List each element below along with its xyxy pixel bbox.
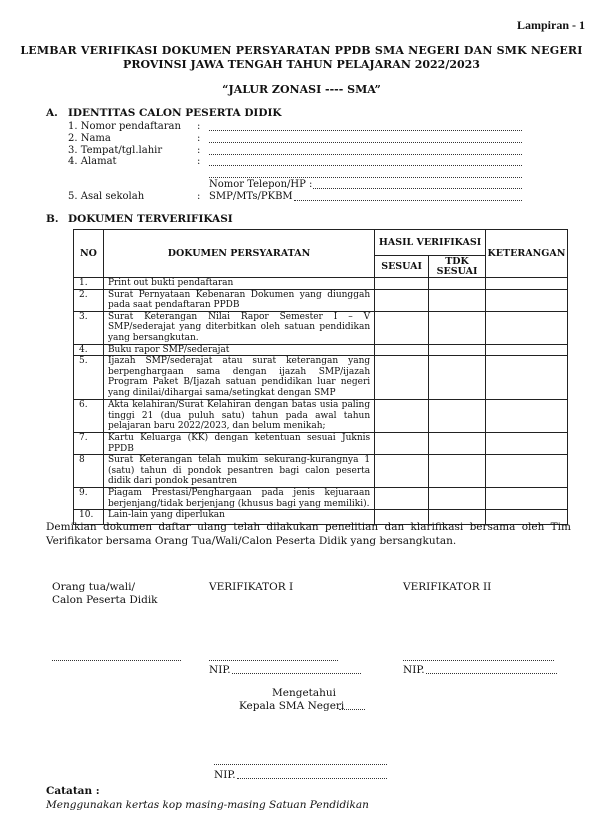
section-b-title: DOKUMEN TERVERIFIKASI (68, 213, 233, 225)
verifikator-1-signature-line[interactable] (209, 660, 338, 661)
cell-sesuai[interactable] (375, 289, 429, 311)
cell-keterangan[interactable] (485, 400, 567, 433)
row-document: Piagam Prestasi/Penghargaan pada jenis kejuaraan berjenjang/tidak berjenjang (khusus bagi yang memiliki). (103, 488, 374, 510)
field-input-telepon[interactable] (313, 179, 522, 189)
section-a-title: IDENTITAS CALON PESERTA DIDIK (68, 107, 282, 119)
catatan-text: Menggunakan kertas kop masing-masing Satuan Pendidikan (46, 799, 369, 811)
row-document: Ijazah SMP/sederajat atau surat keterangan yang berpenghargaan sama dengan ijazah SMP/ijazah Program Paket B/Ijazah satuan pendidikan luar negeri yang dinilai/dihargai sama/setingkat dengan SMP (103, 356, 374, 400)
cell-tdk-sesuai[interactable] (429, 344, 486, 356)
row-number: 8 (74, 455, 104, 488)
field-input-nomor[interactable] (209, 121, 522, 131)
field-input-ttl[interactable] (209, 145, 522, 155)
verifikator-1-nip-line[interactable] (232, 673, 361, 674)
col-header-dokumen: DOKUMEN PERSYARATAN (103, 230, 374, 278)
section-a-letter: A. (46, 107, 58, 119)
cell-tdk-sesuai[interactable] (429, 433, 486, 455)
row-number: 1. (74, 278, 104, 290)
row-document: Surat Pernyataan Kebenaran Dokumen yang diunggah pada saat pendaftaran PPDB (103, 289, 374, 311)
colon: : (197, 121, 201, 132)
field-label-alamat: 4. Alamat (68, 156, 117, 167)
verifikator-2-signature-line[interactable] (403, 660, 554, 661)
cell-keterangan[interactable] (485, 488, 567, 510)
row-document: Lain-lain yang diperlukan (103, 510, 374, 525)
row-document: Akta kelahiran/Surat Kelahiran dengan batas usia paling tinggi 21 (dua puluh satu) tahun pada awal tahun pelajaran baru 2022/2023, dan belum menikah; (103, 400, 374, 433)
row-number: 4. (74, 344, 104, 356)
row-document: Print out bukti pendaftaran (103, 278, 374, 290)
row-number: 10. (74, 510, 104, 525)
field-input-asal[interactable] (294, 191, 522, 201)
cell-tdk-sesuai[interactable] (429, 356, 486, 400)
col-header-tdk-sesuai: TDK SESUAI (429, 256, 486, 278)
asal-sekolah-prefix: SMP/MTs/PKBM (209, 191, 293, 202)
document-title: LEMBAR VERIFIKASI DOKUMEN PERSYARATAN PPDB SMA NEGERI DAN SMK NEGERI (20, 44, 583, 57)
field-label-nomor: 1. Nomor pendaftaran (68, 121, 181, 132)
verifikator-2-label: VERIFIKATOR II (403, 581, 492, 593)
jalur-label: “JALUR ZONASI ---- SMA” (222, 83, 381, 96)
cell-sesuai[interactable] (375, 433, 429, 455)
colon: : (197, 191, 201, 202)
col-header-hasil: HASIL VERIFIKASI (375, 230, 486, 256)
field-input-alamat[interactable] (209, 156, 522, 166)
parent-label-line2: Calon Peserta Didik (52, 594, 158, 606)
section-b-letter: B. (46, 213, 59, 225)
cell-keterangan[interactable] (485, 356, 567, 400)
cell-keterangan[interactable] (485, 344, 567, 356)
cell-tdk-sesuai[interactable] (429, 278, 486, 290)
row-number: 9. (74, 488, 104, 510)
cell-sesuai[interactable] (375, 488, 429, 510)
table-row (74, 455, 568, 488)
cell-sesuai[interactable] (375, 344, 429, 356)
kepala-signature-line[interactable] (214, 764, 387, 765)
table-row (74, 356, 568, 400)
row-number: 5. (74, 356, 104, 400)
mengetahui-label: Mengetahui (272, 687, 337, 699)
colon: : (197, 133, 201, 144)
closing-paragraph: Demikian dokumen daftar ulang telah dilakukan penelitian dan klarifikasi bersama oleh Tim Verifikator bersama Orang Tua/Wali/Calon Peserta Didik yang bersangkutan. (46, 521, 571, 547)
field-label-nama: 2. Nama (68, 133, 111, 144)
col-header-sesuai: SESUAI (375, 256, 429, 278)
cell-sesuai[interactable] (375, 311, 429, 344)
colon: : (197, 145, 201, 156)
table-row (74, 289, 568, 311)
row-document: Surat Keterangan telah mukim sekurang-kurangnya 1 (satu) tahun di pondok pesantren bagi calon peserta didik dari pondok pesantren (103, 455, 374, 488)
verifikator-1-label: VERIFIKATOR I (209, 581, 294, 593)
row-document: Surat Keterangan Nilai Rapor Semester I – V SMP/sederajat yang diterbitkan oleh satuan pendidikan yang bersangkutan. (103, 311, 374, 344)
cell-keterangan[interactable] (485, 433, 567, 455)
verifikator-2-nip-label: NIP. (403, 664, 425, 676)
row-number: 7. (74, 433, 104, 455)
table-row (74, 278, 568, 290)
parent-signature-line[interactable] (52, 660, 181, 661)
cell-tdk-sesuai[interactable] (429, 400, 486, 433)
kepala-label: Kepala SMA Negeri (239, 700, 345, 712)
verifikator-1-nip-label: NIP. (209, 664, 231, 676)
cell-keterangan[interactable] (485, 289, 567, 311)
cell-tdk-sesuai[interactable] (429, 311, 486, 344)
col-header-no: NO (74, 230, 104, 278)
table-row (74, 433, 568, 455)
row-document: Buku rapor SMP/sederajat (103, 344, 374, 356)
row-document: Kartu Keluarga (KK) dengan ketentuan sesuai Juknis PPDB (103, 433, 374, 455)
table-row (74, 488, 568, 510)
row-number: 2. (74, 289, 104, 311)
cell-keterangan[interactable] (485, 278, 567, 290)
verification-table (73, 229, 568, 525)
cell-tdk-sesuai[interactable] (429, 455, 486, 488)
field-label-asal: 5. Asal sekolah (68, 191, 145, 202)
cell-tdk-sesuai[interactable] (429, 289, 486, 311)
catatan-title: Catatan : (46, 785, 100, 797)
cell-sesuai[interactable] (375, 455, 429, 488)
parent-label-line1: Orang tua/wali/ (52, 581, 135, 593)
colon: : (197, 156, 201, 167)
field-input-nama[interactable] (209, 133, 522, 143)
table-row (74, 311, 568, 344)
cell-sesuai[interactable] (375, 278, 429, 290)
telepon-label: Nomor Telepon/HP : (209, 179, 313, 190)
lampiran-label: Lampiran - 1 (516, 18, 585, 32)
kepala-nip-line[interactable] (237, 778, 387, 779)
cell-tdk-sesuai[interactable] (429, 488, 486, 510)
col-header-keterangan: KETERANGAN (485, 230, 567, 278)
cell-keterangan[interactable] (485, 455, 567, 488)
table-row (74, 400, 568, 433)
kepala-school-line[interactable] (339, 709, 365, 710)
cell-keterangan[interactable] (485, 311, 567, 344)
kepala-nip-label: NIP. (214, 769, 236, 781)
cell-sesuai[interactable] (375, 400, 429, 433)
cell-sesuai[interactable] (375, 356, 429, 400)
row-number: 3. (74, 311, 104, 344)
field-label-ttl: 3. Tempat/tgl.lahir (68, 145, 163, 156)
table-row (74, 344, 568, 356)
document-subtitle: PROVINSI JAWA TENGAH TAHUN PELAJARAN 2022/2023 (123, 58, 480, 71)
row-number: 6. (74, 400, 104, 433)
verifikator-2-nip-line[interactable] (426, 673, 557, 674)
field-input-alamat-2[interactable] (209, 168, 522, 178)
